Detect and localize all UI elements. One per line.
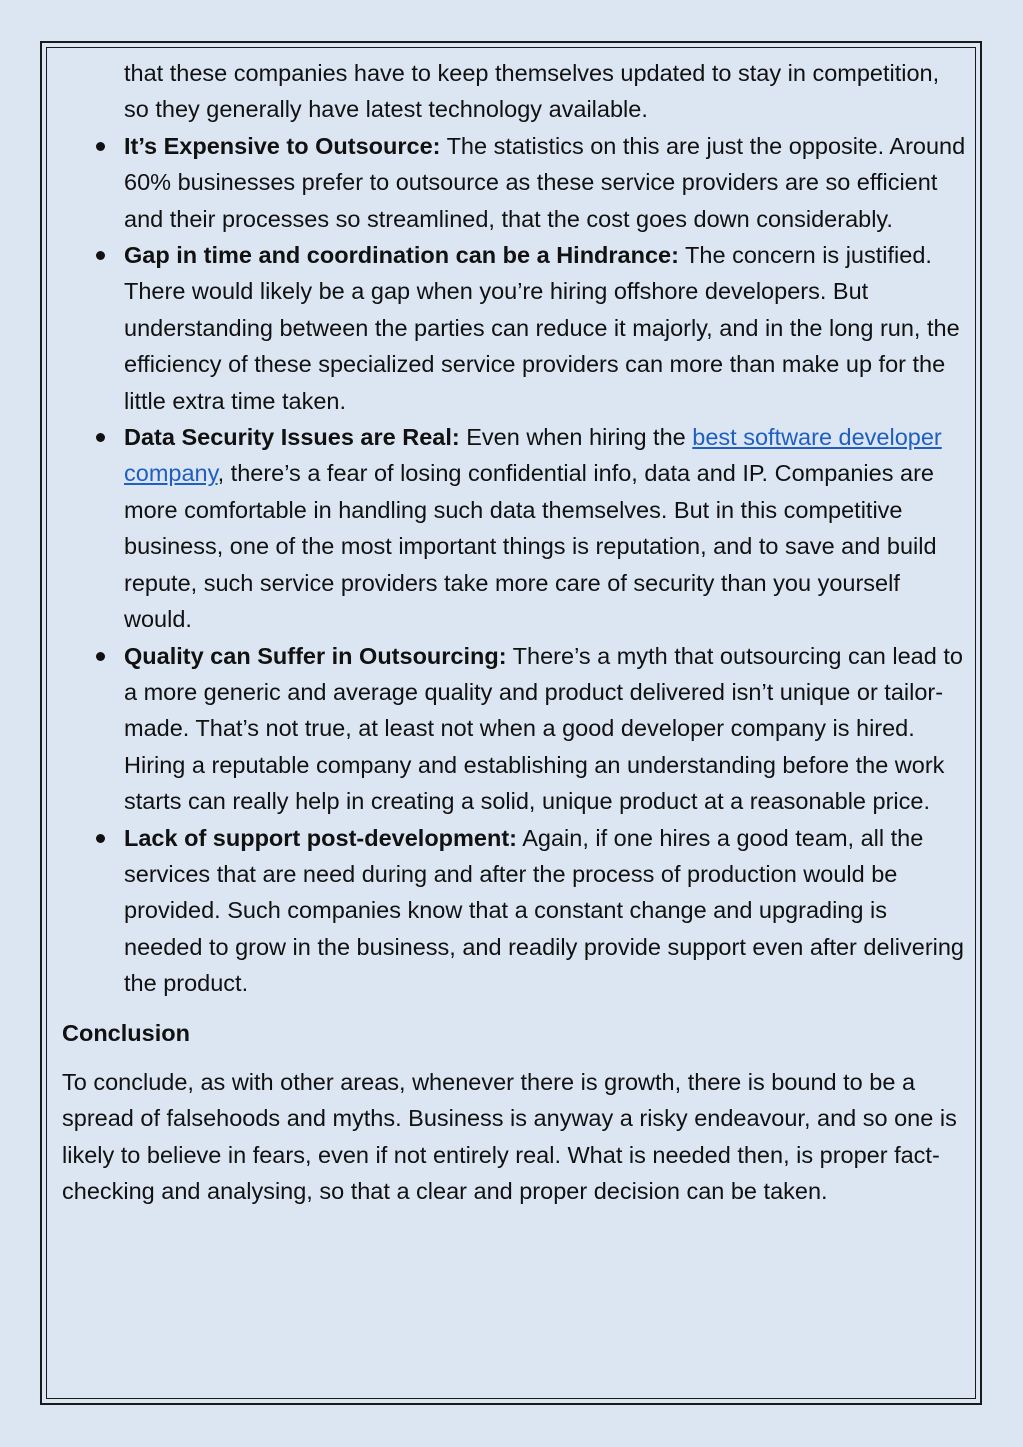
list-item <box>62 638 970 820</box>
intro-continuation: that these companies have to keep themselves updated to stay in competition, so they generally have latest technology available. <box>124 60 940 123</box>
bullet-icon <box>96 251 105 260</box>
bullet-text: Again, if one hires a good team, all the services that are need during and after the process of production would be provided. Such companies know that a constant change and upgrading is needed to grow in the business, and readily provide support even after delivering the product. <box>124 824 964 997</box>
bullet-icon <box>96 142 105 151</box>
list-item <box>62 128 970 237</box>
list-item <box>62 419 970 637</box>
conclusion-heading: Conclusion <box>62 1019 190 1046</box>
bullet-text: The concern is justified. There would likely be a gap when you’re hiring offshore developers. But understanding between the parties can reduce it majorly, and in the long run, the efficiency of these specialized service providers can more than make up for the little extra time taken. <box>124 242 960 414</box>
myth-list <box>62 128 970 1002</box>
bullet-term: Data Security Issues are Real: <box>124 424 460 451</box>
list-item <box>62 820 970 1002</box>
bullet-text: There’s a myth that outsourcing can lead to a more generic and average quality and product delivered isn’t unique or tailor-made. That’s not true, at least not when a good developer company is hired. Hiring a reputable company and establishing an understanding before the work starts can really help in creating a solid, unique product at a reasonable price. <box>124 642 963 815</box>
list-item <box>62 237 970 419</box>
best-software-developer-link[interactable]: best software developer company <box>124 424 942 487</box>
bullet-term: Quality can Suffer in Outsourcing: <box>124 642 507 669</box>
bullet-term: Gap in time and coordination can be a Hindrance: <box>124 242 679 269</box>
bullet-icon <box>96 834 105 843</box>
bullet-icon <box>96 652 105 661</box>
bullet-text: The statistics on this are just the opposite. Around 60% businesses prefer to outsource as these service providers are so efficient and their processes so streamlined, that the cost goes down considerably. <box>124 132 966 232</box>
bullet-text: Even when hiring the <box>459 424 693 451</box>
bullet-icon <box>96 433 105 442</box>
bullet-text: , there’s a fear of losing confidential info, data and IP. Companies are more comfortable in handling such data themselves. But in this competitive business, one of the most important things is reputation, and to save and build repute, such service providers take more care of security than you yourself would. <box>124 460 937 633</box>
document-body <box>62 55 970 1210</box>
conclusion-paragraph: To conclude, as with other areas, whenever there is growth, there is bound to be a spread of falsehoods and myths. Business is anyway a risky endeavour, and so one is likely to believe in fears, even if not entirely real. What is needed then, is proper fact-checking and analysing, so that a clear and proper decision can be taken. <box>62 1068 957 1205</box>
bullet-term: It’s Expensive to Outsource: <box>124 132 441 159</box>
bullet-term: Lack of support post-development: <box>124 824 517 851</box>
